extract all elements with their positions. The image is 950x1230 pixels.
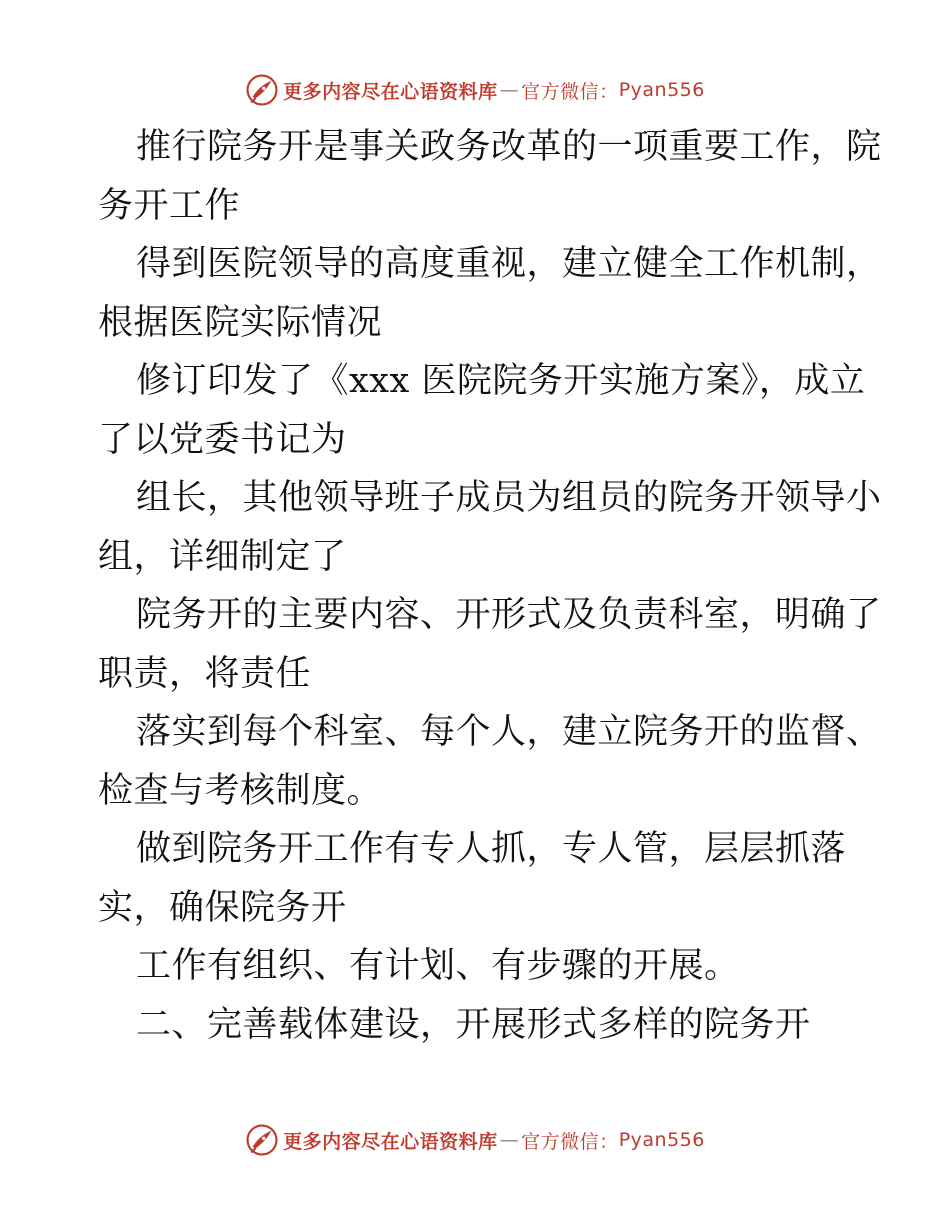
body-line: 检查与考核制度。	[98, 770, 383, 811]
watermark-main-text: 更多内容尽在心语资料库	[283, 80, 498, 103]
body-line: 根据医院实际情况	[98, 302, 383, 343]
body-line: 做到院务开工作有专人抓，专人管，层层抓落	[136, 829, 847, 869]
watermark-tail-text: 官方微信：	[521, 80, 619, 103]
body-line: 得到医院领导的高度重视，建立健全工作机制，	[136, 244, 882, 284]
header-watermark	[0, 70, 950, 110]
watermark-main-text: 更多内容尽在心语资料库	[283, 1130, 498, 1153]
body-line: 工作有组织、有计划、有步骤的开展。	[136, 946, 740, 986]
document-body	[98, 118, 882, 1054]
watermark-tail-text: 官方微信：	[521, 1130, 619, 1153]
body-line: 职责，将责任	[98, 653, 312, 694]
body-line: 组长，其他领导班子成员为组员的院务开领导小	[136, 478, 882, 518]
pen-nib-logo-icon	[245, 1123, 279, 1157]
body-line: 组，详细制定了	[98, 536, 347, 577]
body-line: 二、完善载体建设，开展形式多样的院务开	[136, 1004, 811, 1045]
body-line: 落实到每个科室、每个人，建立院务开的监督、	[136, 712, 882, 752]
body-line: 修订印发了《xxx 医院院务开实施方案》，成立	[136, 361, 866, 401]
watermark-wechat-id: Pyan556	[618, 79, 705, 101]
body-line: 实，确保院务开	[98, 887, 347, 928]
body-line: 了以党委书记为	[98, 419, 347, 460]
body-line: 推行院务开是事关政务改革的一项重要工作，院	[136, 127, 882, 167]
body-line: 务开工作	[98, 185, 241, 226]
watermark-separator: —	[499, 79, 520, 101]
watermark-separator: —	[499, 1129, 520, 1151]
pen-nib-logo-icon	[245, 73, 279, 107]
watermark-wechat-id: Pyan556	[618, 1129, 705, 1151]
body-line: 院务开的主要内容、开形式及负责科室，明确了	[136, 595, 882, 635]
footer-watermark	[0, 1120, 950, 1160]
